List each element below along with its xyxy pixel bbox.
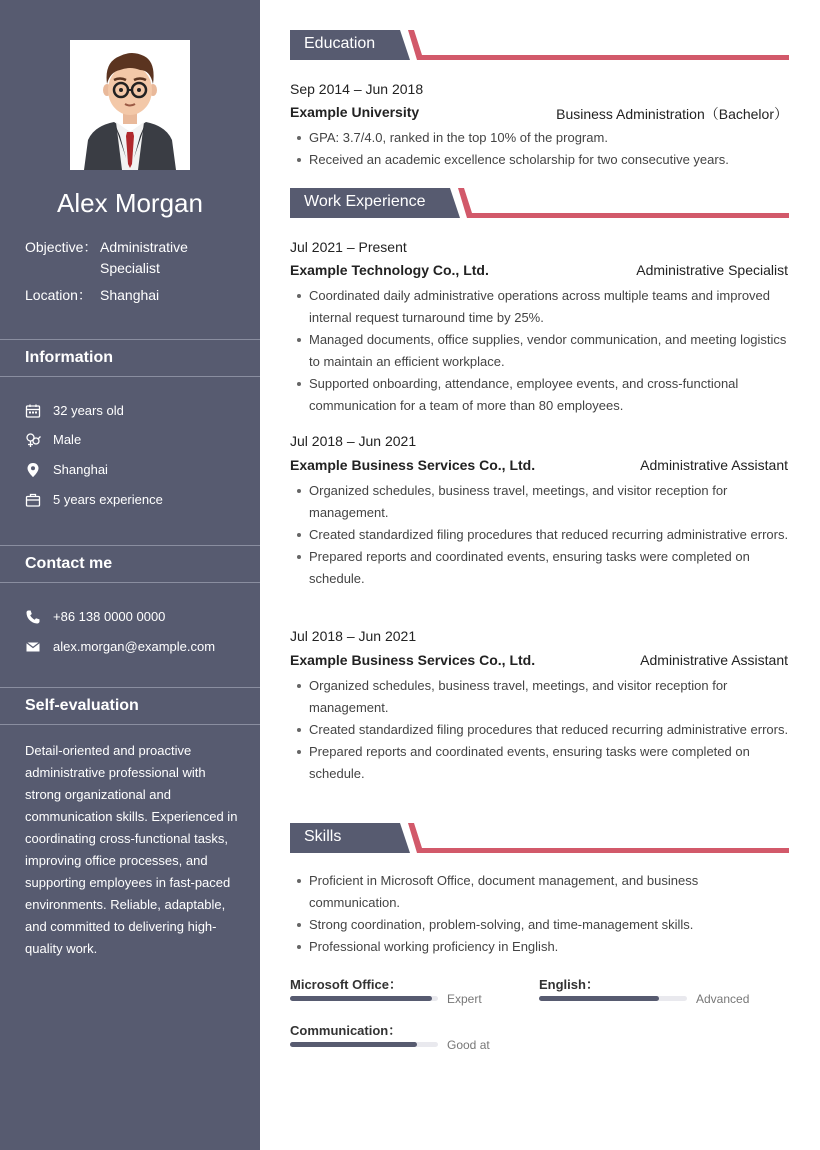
information-heading bbox=[0, 339, 260, 377]
list-item: Organized schedules, business travel, meetings, and visitor reception for management. bbox=[290, 480, 790, 524]
skill-level-english: Advanced bbox=[696, 992, 750, 1006]
list-item: Organized schedules, business travel, meetings, and visitor reception for management. bbox=[290, 675, 790, 719]
job-2-role: Administrative Assistant bbox=[640, 457, 788, 473]
location-row bbox=[25, 285, 245, 306]
objective-row bbox=[25, 237, 245, 279]
skill-bar-office bbox=[290, 996, 438, 1001]
job-1-bullets bbox=[290, 285, 790, 417]
skills-title: Skills bbox=[304, 828, 342, 845]
sidebar bbox=[0, 0, 260, 1150]
skill-bar-english bbox=[539, 996, 687, 1001]
self-evaluation-heading bbox=[0, 687, 260, 725]
location-pin-icon bbox=[25, 462, 41, 478]
education-title: Education bbox=[304, 35, 376, 52]
contact-email-text: alex.morgan@example.com bbox=[53, 639, 216, 654]
skill-bar-fill bbox=[539, 996, 659, 1001]
list-item: GPA: 3.7/4.0, ranked in the top 10% of the program. bbox=[290, 127, 790, 149]
job-2-date: Jul 2018 – Jun 2021 bbox=[290, 433, 417, 449]
job-3-date: Jul 2018 – Jun 2021 bbox=[290, 628, 417, 644]
information-title: Information bbox=[25, 349, 113, 366]
education-date: Sep 2014 – Jun 2018 bbox=[290, 81, 424, 97]
list-item: Proficient in Microsoft Office, document management, and business communication. bbox=[290, 870, 790, 914]
gender-icon bbox=[25, 432, 41, 448]
briefcase-icon bbox=[25, 492, 41, 508]
job-1-company: Example Technology Co., Ltd. bbox=[290, 262, 489, 278]
self-evaluation-text: Detail-oriented and proactive administrative professional with strong organizational and communication skills. Experienced in coordinating cross-functional tasks, improving office processes, and supporting employees in fast-paced environments. Reliable, adaptable, and committed to delivering high-quality work. bbox=[25, 743, 238, 956]
list-item: Created standardized filing procedures that reduced recurring administrative errors. bbox=[290, 524, 790, 546]
education-major: Business Administration（Bachelor） bbox=[556, 106, 788, 122]
list-item: Supported onboarding, attendance, employee events, and cross-functional communication for a team of more than 80 employees. bbox=[290, 373, 790, 417]
list-item: Professional working proficiency in English. bbox=[290, 936, 790, 958]
education-school: Example University bbox=[290, 104, 420, 120]
skills-heading bbox=[290, 821, 790, 855]
skill-label-english: English： bbox=[539, 977, 599, 992]
info-gender-text: Male bbox=[53, 432, 82, 447]
objective-value: Administrative Specialist bbox=[100, 239, 188, 276]
list-item: Strong coordination, problem-solving, and time-management skills. bbox=[290, 914, 790, 936]
skill-bar-fill bbox=[290, 1042, 417, 1047]
self-evaluation-title: Self-evaluation bbox=[25, 697, 139, 714]
phone-icon bbox=[25, 609, 41, 625]
work-title: Work Experience bbox=[304, 193, 426, 210]
contact-phone-text: +86 138 0000 0000 bbox=[53, 609, 166, 624]
list-item: Prepared reports and coordinated events, ensuring tasks were completed on schedule. bbox=[290, 741, 790, 785]
contact-heading bbox=[0, 545, 260, 583]
info-experience-text: 5 years experience bbox=[53, 492, 163, 507]
work-heading bbox=[290, 186, 790, 220]
job-2-bullets bbox=[290, 480, 790, 590]
contact-title: Contact me bbox=[25, 555, 113, 572]
job-1-role: Administrative Specialist bbox=[636, 262, 788, 278]
job-1-date: Jul 2021 – Present bbox=[290, 239, 407, 255]
list-item: Managed documents, office supplies, vendor communication, and meeting logistics to maintain an efficient workplace. bbox=[290, 329, 790, 373]
list-item: Coordinated daily administrative operations across multiple teams and improved internal request turnaround time by 25%. bbox=[290, 285, 790, 329]
job-3-bullets bbox=[290, 675, 790, 785]
location-label: Location： bbox=[25, 287, 92, 303]
list-item: Received an academic excellence scholarship for two consecutive years. bbox=[290, 149, 790, 171]
avatar bbox=[70, 40, 190, 170]
info-location-text: Shanghai bbox=[53, 462, 108, 477]
calendar-icon bbox=[25, 403, 41, 419]
skill-label-communication: Communication： bbox=[290, 1023, 402, 1038]
skill-bar-communication bbox=[290, 1042, 438, 1047]
location-value: Shanghai bbox=[100, 287, 160, 303]
candidate-name: Alex Morgan bbox=[57, 188, 203, 218]
job-3-company: Example Business Services Co., Ltd. bbox=[290, 652, 536, 668]
job-2-company: Example Business Services Co., Ltd. bbox=[290, 457, 536, 473]
objective-label: Objective： bbox=[25, 239, 98, 255]
skill-label-office: Microsoft Office： bbox=[290, 977, 402, 992]
skill-level-communication: Good at bbox=[447, 1038, 490, 1052]
skills-heading-tab bbox=[290, 821, 790, 855]
education-heading bbox=[290, 28, 790, 62]
avatar-illustration bbox=[70, 40, 190, 170]
list-item: Created standardized filing procedures that reduced recurring administrative errors. bbox=[290, 719, 790, 741]
list-item: Prepared reports and coordinated events, ensuring tasks were completed on schedule. bbox=[290, 546, 790, 590]
education-bullets bbox=[290, 127, 790, 171]
job-3-role: Administrative Assistant bbox=[640, 652, 788, 668]
skills-bullets bbox=[290, 870, 790, 958]
skill-bar-fill bbox=[290, 996, 432, 1001]
info-age-text: 32 years old bbox=[53, 403, 124, 418]
skill-level-office: Expert bbox=[447, 992, 482, 1006]
mail-icon bbox=[25, 639, 41, 655]
